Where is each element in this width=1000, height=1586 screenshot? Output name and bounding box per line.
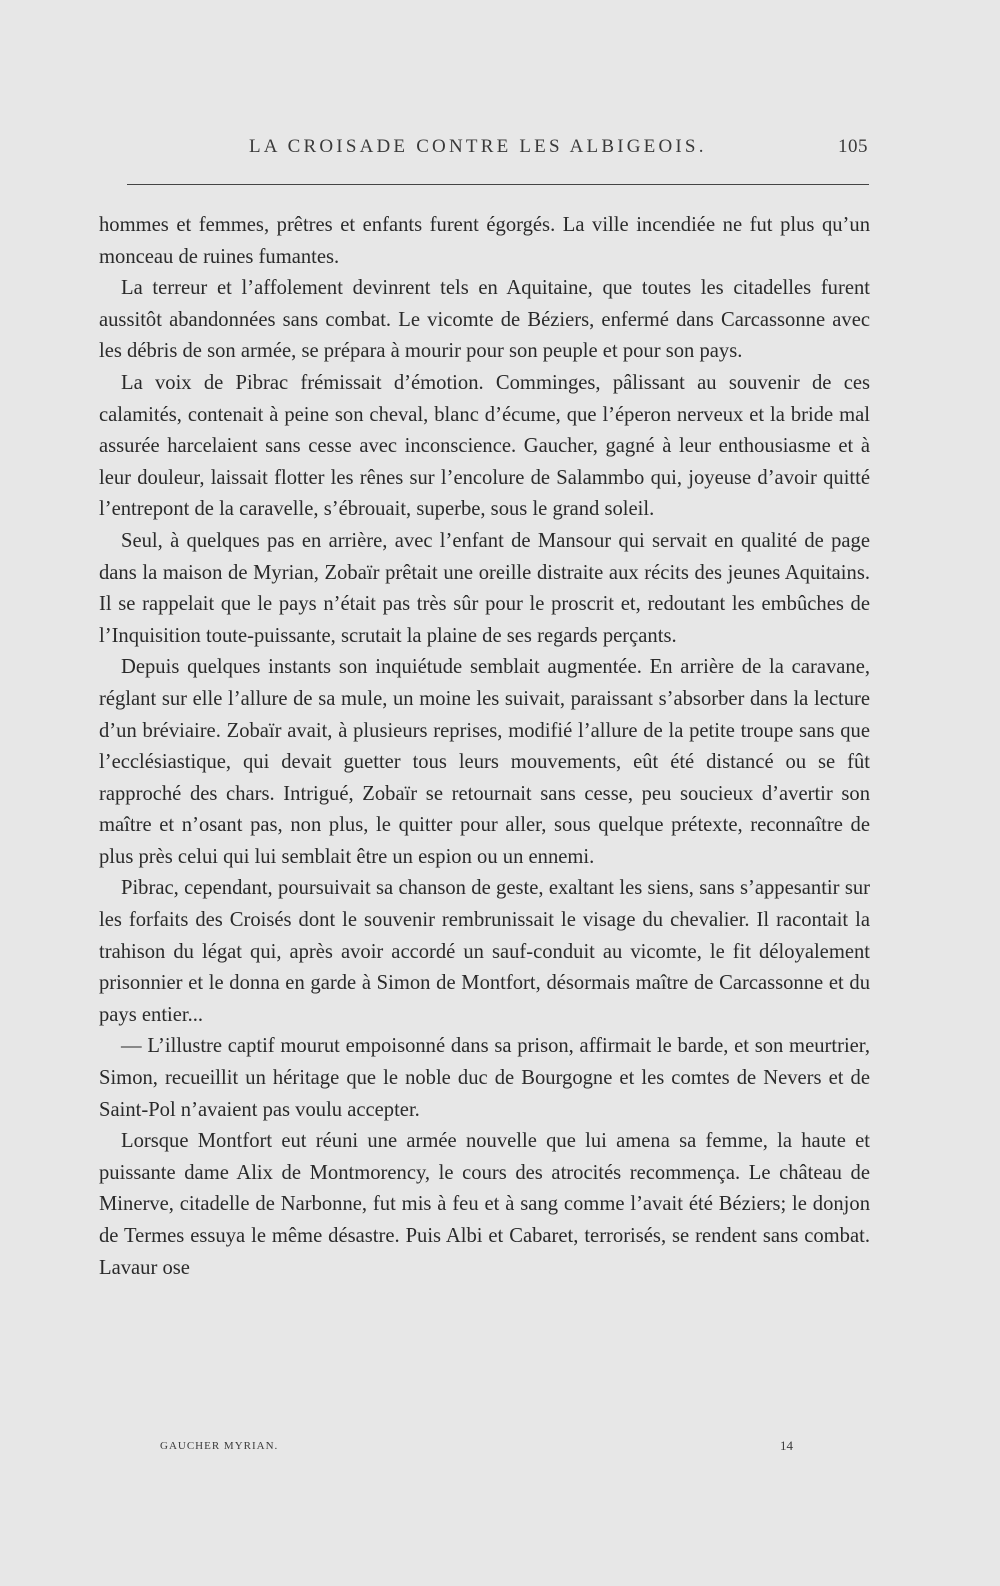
paragraph: Pibrac, cependant, poursuivait sa chanson de geste, exaltant les siens, sans s’appesantir sur les forfaits des Croisés dont le souvenir rembrunissait le visage du chevalier. Il racontait la trahison du légat qui, après avoir accordé un sauf-conduit au vicomte, le fit déloyalement prisonnier et le donna en garde à Simon de Montfort, désormais maître de Carcassonne et du pays entier... <box>99 877 870 1026</box>
header-rule <box>127 184 869 185</box>
paragraph: hommes et femmes, prêtres et enfants furent égorgés. La ville incendiée ne fut plus qu’un monceau de ruines fumantes. <box>99 214 870 268</box>
paragraph: Depuis quelques instants son inquiétude semblait augmentée. En arrière de la caravane, réglant sur elle l’allure de sa mule, un moine les suivait, paraissant s’absorber dans la lecture d’un bréviaire. Zobaïr avait, à plusieurs reprises, modifié l’allure de la petite troupe sans que l’ecclésiastique, qui devait guetter tous leurs mouvements, eût été distancé ou se fût rapproché des chars. Intrigué, Zobaïr se retournait sans cesse, peu soucieux d’avertir son maître et n’osant pas, non plus, le quitter pour aller, sous quelque prétexte, reconnaître de plus près celui qui lui semblait être un espion ou un ennemi. <box>99 656 870 868</box>
signature-mark: GAUCHER MYRIAN. <box>160 1440 279 1452</box>
running-title: LA CROISADE CONTRE LES ALBIGEOIS. <box>249 136 707 157</box>
paragraph: La terreur et l’affolement devinrent tels en Aquitaine, que toutes les citadelles furent aussitôt abandonnées sans combat. Le vicomte de Béziers, enfermé dans Carcassonne avec les débris de son armée, se prépara à mourir pour son peuple et pour son pays. <box>99 277 870 363</box>
paragraph: La voix de Pibrac frémissait d’émotion. Comminges, pâlissant au souvenir de ces calamités, contenait à peine son cheval, blanc d’écume, que l’éperon nerveux et la bride mal assurée harcelaient sans cesse avec inconscience. Gaucher, gagné à leur enthousiasme et à leur douleur, laissait flotter les rênes sur l’encolure de Salammbo qui, joyeuse d’avoir quitté l’entrepont de la caravelle, s’ébrouait, superbe, sous le grand soleil. <box>99 371 870 521</box>
leaf-number: 14 <box>780 1438 793 1453</box>
page-number: 105 <box>838 136 868 157</box>
paragraph: — L’illustre captif mourut empoisonné dans sa prison, affirmait le barde, et son meurtrier, Simon, recueillit un héritage que le noble duc de Bourgogne et les comtes de Nevers et de Saint-Pol n’avaient pas voulu accepter. <box>99 1035 870 1121</box>
paragraph: Seul, à quelques pas en arrière, avec l’enfant de Mansour qui servait en qualité de page dans la maison de Myrian, Zobaïr prêtait une oreille distraite aux récits des jeunes Aquitains. Il se rappelait que le pays n’était pas très sûr pour le proscrit et, redoutant les embûches de l’Inquisition toute-puissante, scrutait la plaine de ses regards perçants. <box>99 529 870 647</box>
body-text <box>99 210 870 1284</box>
paragraph: Lorsque Montfort eut réuni une armée nouvelle que lui amena sa femme, la haute et puissante dame Alix de Montmorency, le cours des atrocités recommença. Le château de Minerve, citadelle de Narbonne, fut mis à feu et à sang comme l’avait été Béziers; le donjon de Termes essuya le même désastre. Puis Albi et Cabaret, terrorisés, se rendent sans combat. Lavaur ose <box>99 1130 870 1279</box>
